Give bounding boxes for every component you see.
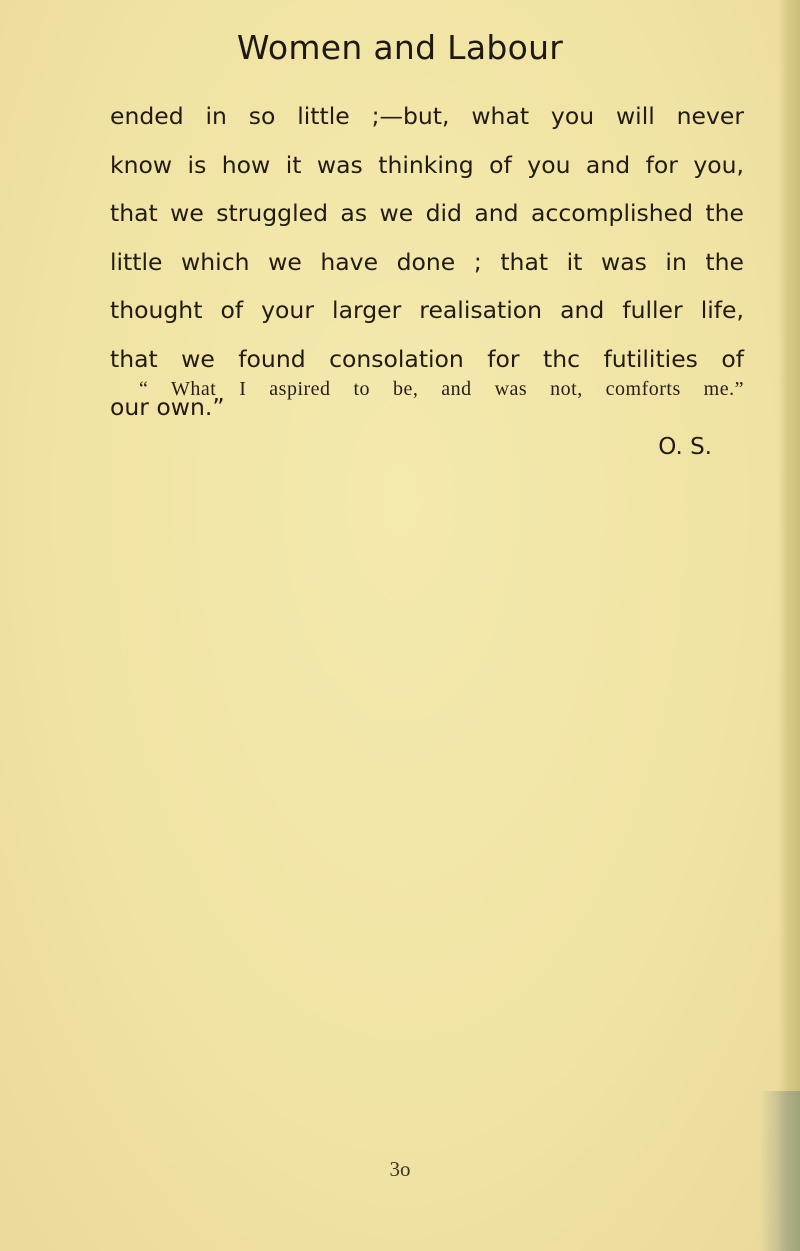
running-header: Women and Labour [236, 28, 564, 67]
body-line: ended in so little ;—but, what you will never [110, 102, 744, 130]
body-line: our own.” [110, 393, 225, 421]
epigraph-quote: “ What I aspired to be, and was not, comforts me.” [139, 378, 744, 400]
page-number: 3o [389, 1157, 411, 1181]
page-edge-shadow [778, 0, 800, 1251]
body-line: know is how it was thinking of you and for you, [110, 150, 744, 179]
body-line: that we struggled as we did and accomplished the [110, 199, 744, 227]
signature-initials: O. S. [658, 434, 712, 460]
body-line: thought of your larger realisation and fuller life, [110, 296, 744, 324]
body-line: that we found consolation for thc futilities of [110, 344, 744, 373]
body-line: little which we have done ; that it was in the [110, 247, 744, 276]
